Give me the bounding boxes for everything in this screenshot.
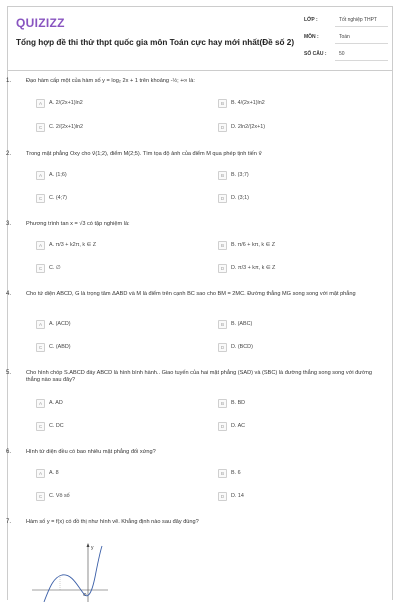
option-text: D. (3;1) (231, 195, 249, 201)
question-number: 5. (6, 370, 12, 376)
option-text: C. Vô số (49, 493, 70, 499)
question-text: Cho hình chóp S.ABCD đáy ABCD là hình bình hành.. Giao tuyến của hai mặt phẳng (SAD) và (SBC) là đường thẳng song song với đường thẳng nào sau đây? (26, 370, 372, 384)
graph-curve (44, 546, 102, 602)
option-text: D. AC (231, 423, 246, 429)
option-text: A. 2/(2x+1)ln2 (49, 100, 83, 106)
meta-divider (335, 43, 388, 44)
graph-origin-label: O (83, 592, 87, 597)
option-text: A. AD (49, 400, 63, 406)
option-text: B. 4/(2x+1)ln2 (231, 100, 265, 106)
option-c[interactable] (36, 123, 186, 133)
function-graph (30, 542, 110, 602)
question-number: 2. (6, 151, 12, 157)
option-letter: C (36, 343, 45, 352)
option-c[interactable] (36, 343, 186, 353)
option-d[interactable] (218, 264, 368, 274)
option-letter: D (218, 492, 227, 501)
option-d[interactable] (218, 123, 368, 133)
option-text: C. DC (49, 423, 64, 429)
worksheet-header (8, 7, 392, 71)
option-b[interactable] (218, 320, 368, 330)
option-b[interactable] (218, 469, 368, 479)
meta-value-count: 50 (339, 51, 345, 57)
question-text: Hàm số y = f(x) có đồ thị như hình vẽ. Khẳng định nào sau đây đúng? (26, 519, 199, 525)
question-number: 4. (6, 291, 12, 297)
option-text: A. (ACD) (49, 321, 71, 327)
question-text: Trong mặt phẳng Oxy cho v⃗(1;2), điểm M(2;5). Tìm tọa độ ảnh của điểm M qua phép tịnh tiến v⃗ (26, 151, 262, 157)
option-d[interactable] (218, 422, 368, 432)
meta-label-count: SỐ CÂU : (304, 51, 327, 57)
option-letter: A (36, 241, 45, 250)
option-a[interactable] (36, 241, 186, 251)
option-letter: C (36, 492, 45, 501)
meta-divider (335, 60, 388, 61)
option-d[interactable] (218, 194, 368, 204)
option-letter: A (36, 99, 45, 108)
option-letter: C (36, 422, 45, 431)
option-text: B. 6 (231, 470, 241, 476)
option-letter: C (36, 194, 45, 203)
question-text: Hình tứ diện đều có bao nhiêu mặt phẳng đối xứng? (26, 449, 156, 455)
option-b[interactable] (218, 171, 368, 181)
option-a[interactable] (36, 171, 186, 181)
option-letter: B (218, 99, 227, 108)
option-text: A. (1;6) (49, 172, 67, 178)
option-letter: B (218, 171, 227, 180)
option-d[interactable] (218, 492, 368, 502)
option-c[interactable] (36, 422, 186, 432)
option-a[interactable] (36, 469, 186, 479)
option-c[interactable] (36, 492, 186, 502)
option-text: B. (3;7) (231, 172, 249, 178)
option-a[interactable] (36, 99, 186, 109)
question-text: Đạo hàm cấp một của hàm số y = log₂ 2x + 1 trên khoảng -½; +∞ là: (26, 78, 195, 84)
option-letter: D (218, 343, 227, 352)
option-text: D. (BCD) (231, 344, 253, 350)
option-letter: A (36, 171, 45, 180)
option-text: D. π/3 + kπ, k ∈ Z (231, 265, 276, 271)
option-b[interactable] (218, 241, 368, 251)
option-text: A. 8 (49, 470, 59, 476)
option-text: D. 2ln2/(2x+1) (231, 124, 266, 130)
question-number: 3. (6, 221, 12, 227)
option-c[interactable] (36, 264, 186, 274)
option-letter: A (36, 469, 45, 478)
option-letter: D (218, 422, 227, 431)
option-text: C. (4;7) (49, 195, 67, 201)
option-letter: B (218, 469, 227, 478)
option-letter: B (218, 399, 227, 408)
option-letter: D (218, 264, 227, 273)
worksheet-title: Tổng hợp đề thi thử thpt quốc gia môn Toán cực hay mới nhất(Đề số 2) (16, 38, 295, 47)
question-number: 1. (6, 78, 12, 84)
option-letter: C (36, 264, 45, 273)
meta-label-grade: LỚP : (304, 17, 318, 23)
option-letter: C (36, 123, 45, 132)
option-text: C. 2/(2x+1)ln2 (49, 124, 84, 130)
graph-y-arrow (87, 543, 90, 547)
option-letter: D (218, 194, 227, 203)
option-letter: B (218, 241, 227, 250)
option-a[interactable] (36, 320, 186, 330)
question-number: 7. (6, 519, 12, 525)
question-number: 6. (6, 449, 12, 455)
question-text: Phương trình tan x = √3 có tập nghiệm là: (26, 221, 130, 227)
quizizz-logo: QUIZIZZ (16, 16, 65, 30)
option-text: D. 14 (231, 493, 244, 499)
question-text: Cho tứ diện ABCD, G là trọng tâm ΔABD và M là điểm trên cạnh BC sao cho BM = 2MC. Đường thẳng MG song song với mặt phẳng (26, 291, 356, 297)
option-d[interactable] (218, 343, 368, 353)
option-b[interactable] (218, 399, 368, 409)
option-b[interactable] (218, 99, 368, 109)
option-c[interactable] (36, 194, 186, 204)
option-text: B. π/6 + kπ, k ∈ Z (231, 242, 276, 248)
graph-y-label: y (91, 545, 94, 551)
option-letter: A (36, 320, 45, 329)
option-a[interactable] (36, 399, 186, 409)
option-text: B. (ABC) (231, 321, 253, 327)
meta-divider (335, 26, 388, 27)
option-letter: D (218, 123, 227, 132)
option-letter: A (36, 399, 45, 408)
option-text: B. BD (231, 400, 246, 406)
meta-label-subject: MÔN : (304, 34, 319, 40)
meta-value-subject: Toán (339, 34, 350, 40)
option-letter: B (218, 320, 227, 329)
option-text: A. π/3 + k2π, k ∈ Z (49, 242, 97, 248)
option-text: C. ∅ (49, 265, 61, 271)
worksheet-page (7, 6, 393, 600)
meta-value-grade: Tốt nghiệp THPT (339, 17, 377, 23)
option-text: C. (ABD) (49, 344, 71, 350)
